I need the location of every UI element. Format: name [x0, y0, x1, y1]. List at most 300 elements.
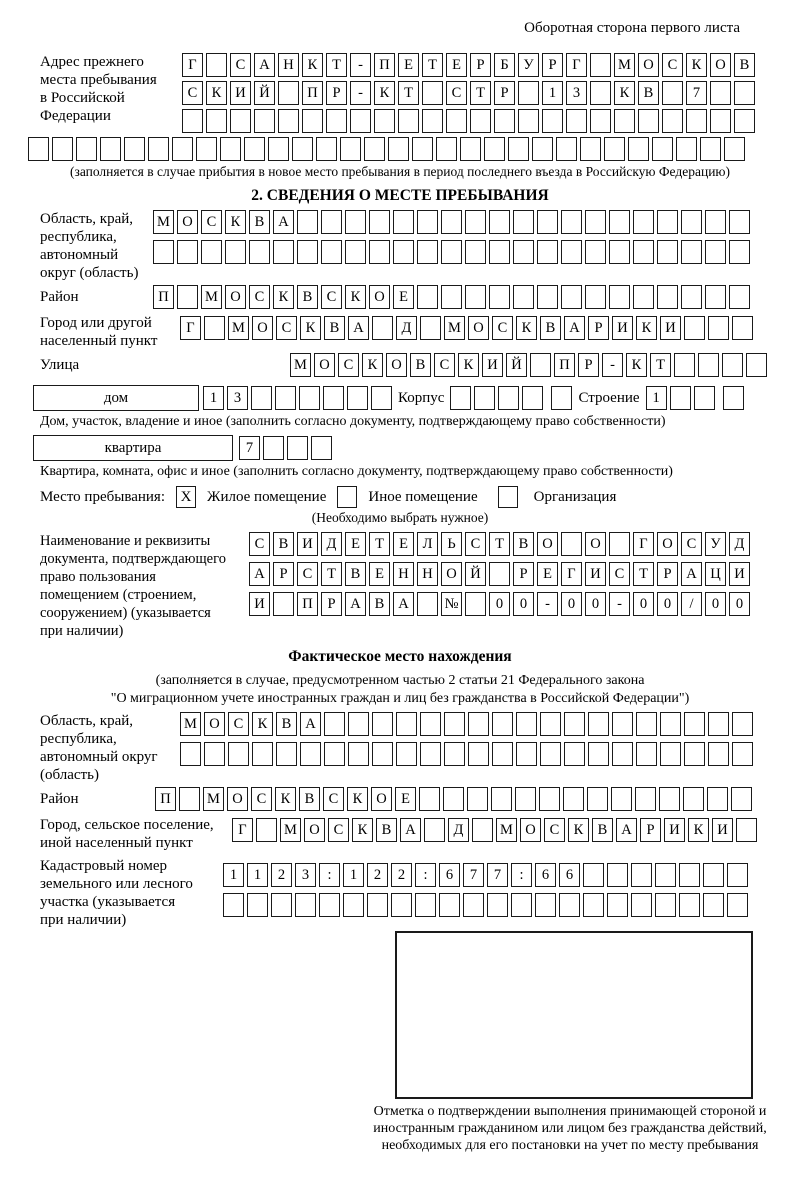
char-cell[interactable] [472, 818, 493, 842]
char-cell[interactable]: К [374, 81, 395, 105]
char-cell[interactable]: О [537, 532, 558, 556]
char-cell[interactable] [652, 137, 673, 161]
char-cell[interactable] [343, 893, 364, 917]
char-cell[interactable]: К [300, 316, 321, 340]
char-cell[interactable] [729, 285, 750, 309]
char-cell[interactable]: С [446, 81, 467, 105]
char-cell[interactable] [251, 386, 272, 410]
char-cell[interactable]: С [328, 818, 349, 842]
char-cell[interactable] [460, 137, 481, 161]
char-cell[interactable] [518, 81, 539, 105]
char-cell[interactable]: С [609, 562, 630, 586]
char-cell[interactable] [491, 787, 512, 811]
char-cell[interactable] [422, 81, 443, 105]
char-cell[interactable]: 0 [729, 592, 750, 616]
char-cell[interactable] [263, 436, 284, 460]
char-cell[interactable]: О [657, 532, 678, 556]
char-cell[interactable]: М [496, 818, 517, 842]
char-cell[interactable] [348, 742, 369, 766]
char-cell[interactable] [417, 240, 438, 264]
char-cell[interactable] [489, 210, 510, 234]
char-cell[interactable] [590, 53, 611, 77]
char-cell[interactable] [587, 787, 608, 811]
char-cell[interactable]: 6 [535, 863, 556, 887]
char-cell[interactable]: В [376, 818, 397, 842]
char-cell[interactable] [364, 137, 385, 161]
char-cell[interactable] [705, 285, 726, 309]
char-cell[interactable] [710, 109, 731, 133]
char-cell[interactable] [153, 240, 174, 264]
char-cell[interactable] [705, 210, 726, 234]
char-cell[interactable]: / [681, 592, 702, 616]
char-cell[interactable]: С [182, 81, 203, 105]
char-cell[interactable] [492, 712, 513, 736]
char-cell[interactable] [196, 137, 217, 161]
char-cell[interactable]: Т [321, 562, 342, 586]
char-cell[interactable] [561, 285, 582, 309]
char-cell[interactable] [206, 53, 227, 77]
char-cell[interactable] [420, 742, 441, 766]
char-cell[interactable]: Г [566, 53, 587, 77]
char-cell[interactable]: Е [398, 53, 419, 77]
char-cell[interactable] [537, 240, 558, 264]
char-cell[interactable] [732, 742, 753, 766]
char-cell[interactable] [516, 742, 537, 766]
char-cell[interactable]: Й [465, 562, 486, 586]
char-cell[interactable] [513, 285, 534, 309]
char-cell[interactable] [684, 712, 705, 736]
char-cell[interactable]: Г [561, 562, 582, 586]
char-cell[interactable] [670, 386, 691, 410]
char-cell[interactable]: О [638, 53, 659, 77]
char-cell[interactable] [588, 712, 609, 736]
char-cell[interactable] [660, 712, 681, 736]
char-cell[interactable]: С [492, 316, 513, 340]
char-cell[interactable]: К [273, 285, 294, 309]
char-cell[interactable] [694, 386, 715, 410]
char-cell[interactable] [674, 353, 695, 377]
char-cell[interactable] [583, 893, 604, 917]
char-cell[interactable] [561, 532, 582, 556]
char-cell[interactable] [636, 742, 657, 766]
char-cell[interactable]: М [180, 712, 201, 736]
char-cell[interactable] [484, 137, 505, 161]
char-cell[interactable] [686, 109, 707, 133]
char-cell[interactable]: Д [396, 316, 417, 340]
char-cell[interactable] [679, 893, 700, 917]
char-cell[interactable] [422, 109, 443, 133]
char-cell[interactable] [436, 137, 457, 161]
char-cell[interactable] [657, 210, 678, 234]
char-cell[interactable]: К [362, 353, 383, 377]
char-cell[interactable] [734, 81, 755, 105]
char-cell[interactable] [465, 240, 486, 264]
char-cell[interactable] [657, 240, 678, 264]
char-cell[interactable]: В [410, 353, 431, 377]
char-cell[interactable]: Р [326, 81, 347, 105]
char-cell[interactable] [225, 240, 246, 264]
char-cell[interactable] [607, 893, 628, 917]
char-cell[interactable]: Л [417, 532, 438, 556]
char-cell[interactable]: К [568, 818, 589, 842]
char-cell[interactable] [487, 893, 508, 917]
char-cell[interactable]: В [369, 592, 390, 616]
char-cell[interactable]: К [636, 316, 657, 340]
char-cell[interactable] [703, 893, 724, 917]
char-cell[interactable] [474, 386, 495, 410]
char-cell[interactable] [684, 742, 705, 766]
char-cell[interactable] [492, 742, 513, 766]
char-cell[interactable] [633, 240, 654, 264]
char-cell[interactable] [489, 562, 510, 586]
char-cell[interactable]: В [273, 532, 294, 556]
char-cell[interactable]: Т [470, 81, 491, 105]
char-cell[interactable]: Е [393, 285, 414, 309]
char-cell[interactable] [655, 863, 676, 887]
char-cell[interactable] [463, 893, 484, 917]
char-cell[interactable] [468, 712, 489, 736]
char-cell[interactable] [708, 712, 729, 736]
char-cell[interactable] [393, 240, 414, 264]
char-cell[interactable] [683, 787, 704, 811]
char-cell[interactable]: О [371, 787, 392, 811]
char-cell[interactable] [561, 210, 582, 234]
char-cell[interactable]: А [300, 712, 321, 736]
char-cell[interactable] [172, 137, 193, 161]
char-cell[interactable]: Т [650, 353, 671, 377]
char-cell[interactable]: С [230, 53, 251, 77]
char-cell[interactable] [302, 109, 323, 133]
char-cell[interactable] [611, 787, 632, 811]
char-cell[interactable] [311, 436, 332, 460]
char-cell[interactable] [588, 742, 609, 766]
char-cell[interactable] [746, 353, 767, 377]
char-cell[interactable] [708, 316, 729, 340]
char-cell[interactable]: Г [232, 818, 253, 842]
char-cell[interactable] [52, 137, 73, 161]
char-cell[interactable] [681, 240, 702, 264]
char-cell[interactable] [561, 240, 582, 264]
char-cell[interactable] [540, 712, 561, 736]
char-cell[interactable]: С [276, 316, 297, 340]
char-cell[interactable] [372, 742, 393, 766]
char-cell[interactable]: К [347, 787, 368, 811]
char-cell[interactable]: О [386, 353, 407, 377]
char-cell[interactable] [124, 137, 145, 161]
char-cell[interactable] [537, 210, 558, 234]
char-cell[interactable] [374, 109, 395, 133]
char-cell[interactable]: О [585, 532, 606, 556]
char-cell[interactable]: Т [369, 532, 390, 556]
char-cell[interactable] [585, 240, 606, 264]
char-cell[interactable]: 2 [367, 863, 388, 887]
char-cell[interactable]: Р [640, 818, 661, 842]
char-cell[interactable]: 3 [295, 863, 316, 887]
char-cell[interactable] [417, 210, 438, 234]
char-cell[interactable]: П [374, 53, 395, 77]
char-cell[interactable] [722, 353, 743, 377]
char-cell[interactable]: Н [278, 53, 299, 77]
char-cell[interactable]: П [302, 81, 323, 105]
char-cell[interactable] [228, 742, 249, 766]
char-cell[interactable]: Е [369, 562, 390, 586]
char-cell[interactable] [256, 818, 277, 842]
char-cell[interactable] [607, 863, 628, 887]
char-cell[interactable]: С [323, 787, 344, 811]
char-cell[interactable] [729, 210, 750, 234]
char-cell[interactable]: - [350, 81, 371, 105]
char-cell[interactable]: 0 [633, 592, 654, 616]
char-cell[interactable]: Й [506, 353, 527, 377]
char-cell[interactable]: 6 [559, 863, 580, 887]
char-cell[interactable] [345, 240, 366, 264]
char-cell[interactable] [424, 818, 445, 842]
char-cell[interactable] [393, 210, 414, 234]
char-cell[interactable] [707, 787, 728, 811]
char-cell[interactable] [590, 81, 611, 105]
char-cell[interactable]: - [537, 592, 558, 616]
char-cell[interactable]: О [441, 562, 462, 586]
char-cell[interactable]: П [153, 285, 174, 309]
char-cell[interactable]: К [614, 81, 635, 105]
char-cell[interactable] [679, 863, 700, 887]
char-cell[interactable]: О [227, 787, 248, 811]
char-cell[interactable] [324, 712, 345, 736]
char-cell[interactable] [635, 787, 656, 811]
char-cell[interactable]: 0 [585, 592, 606, 616]
char-cell[interactable] [638, 109, 659, 133]
char-cell[interactable] [179, 787, 200, 811]
char-cell[interactable]: И [230, 81, 251, 105]
char-cell[interactable]: О [520, 818, 541, 842]
char-cell[interactable]: Т [489, 532, 510, 556]
char-cell[interactable] [731, 787, 752, 811]
char-cell[interactable] [516, 712, 537, 736]
char-cell[interactable] [398, 109, 419, 133]
char-cell[interactable] [297, 240, 318, 264]
char-cell[interactable]: М [444, 316, 465, 340]
char-cell[interactable]: И [482, 353, 503, 377]
char-cell[interactable]: К [252, 712, 273, 736]
char-cell[interactable] [559, 893, 580, 917]
char-cell[interactable] [420, 316, 441, 340]
char-cell[interactable]: О [177, 210, 198, 234]
char-cell[interactable] [273, 240, 294, 264]
char-cell[interactable]: М [153, 210, 174, 234]
char-cell[interactable]: О [314, 353, 335, 377]
char-cell[interactable]: Р [657, 562, 678, 586]
char-cell[interactable] [371, 386, 392, 410]
char-cell[interactable] [388, 137, 409, 161]
char-cell[interactable] [276, 742, 297, 766]
char-cell[interactable]: 0 [657, 592, 678, 616]
char-cell[interactable]: С [681, 532, 702, 556]
char-cell[interactable]: Д [448, 818, 469, 842]
char-cell[interactable]: 7 [487, 863, 508, 887]
char-cell[interactable] [564, 742, 585, 766]
char-cell[interactable]: А [393, 592, 414, 616]
char-cell[interactable] [489, 285, 510, 309]
char-cell[interactable] [204, 742, 225, 766]
char-cell[interactable] [148, 137, 169, 161]
char-cell[interactable]: К [225, 210, 246, 234]
char-cell[interactable]: Н [417, 562, 438, 586]
char-cell[interactable] [700, 137, 721, 161]
char-cell[interactable] [710, 81, 731, 105]
char-cell[interactable]: И [249, 592, 270, 616]
char-cell[interactable]: М [290, 353, 311, 377]
char-cell[interactable]: С [321, 285, 342, 309]
char-cell[interactable] [278, 109, 299, 133]
char-cell[interactable]: Р [542, 53, 563, 77]
char-cell[interactable] [415, 893, 436, 917]
char-cell[interactable] [76, 137, 97, 161]
char-cell[interactable]: К [352, 818, 373, 842]
char-cell[interactable]: 1 [247, 863, 268, 887]
char-cell[interactable] [537, 285, 558, 309]
char-cell[interactable]: Г [182, 53, 203, 77]
char-cell[interactable]: О [304, 818, 325, 842]
char-cell[interactable]: М [203, 787, 224, 811]
char-cell[interactable] [681, 210, 702, 234]
char-cell[interactable]: В [297, 285, 318, 309]
char-cell[interactable] [660, 742, 681, 766]
char-cell[interactable] [676, 137, 697, 161]
char-cell[interactable]: Р [273, 562, 294, 586]
char-cell[interactable] [681, 285, 702, 309]
char-cell[interactable]: В [299, 787, 320, 811]
char-cell[interactable]: Ь [441, 532, 462, 556]
char-cell[interactable] [511, 893, 532, 917]
char-cell[interactable] [367, 893, 388, 917]
char-cell[interactable] [297, 210, 318, 234]
char-cell[interactable] [727, 893, 748, 917]
char-cell[interactable] [604, 137, 625, 161]
char-cell[interactable] [583, 863, 604, 887]
char-cell[interactable] [494, 109, 515, 133]
char-cell[interactable]: К [686, 53, 707, 77]
char-cell[interactable] [705, 240, 726, 264]
char-cell[interactable]: 1 [542, 81, 563, 105]
char-cell[interactable] [295, 893, 316, 917]
char-cell[interactable]: В [734, 53, 755, 77]
char-cell[interactable]: В [638, 81, 659, 105]
char-cell[interactable]: 1 [223, 863, 244, 887]
char-cell[interactable] [580, 137, 601, 161]
char-cell[interactable]: И [660, 316, 681, 340]
checkbox-other-premises[interactable] [337, 486, 357, 508]
char-cell[interactable] [556, 137, 577, 161]
char-cell[interactable] [100, 137, 121, 161]
char-cell[interactable]: П [155, 787, 176, 811]
char-cell[interactable] [249, 240, 270, 264]
char-cell[interactable] [321, 240, 342, 264]
char-cell[interactable] [254, 109, 275, 133]
char-cell[interactable] [292, 137, 313, 161]
char-cell[interactable] [348, 712, 369, 736]
char-cell[interactable] [287, 436, 308, 460]
char-cell[interactable]: 2 [391, 863, 412, 887]
char-cell[interactable]: А [564, 316, 585, 340]
char-cell[interactable]: 7 [463, 863, 484, 887]
char-cell[interactable] [585, 210, 606, 234]
char-cell[interactable]: А [348, 316, 369, 340]
char-cell[interactable] [467, 787, 488, 811]
char-cell[interactable]: К [345, 285, 366, 309]
char-cell[interactable] [732, 712, 753, 736]
char-cell[interactable]: № [441, 592, 462, 616]
char-cell[interactable]: В [513, 532, 534, 556]
char-cell[interactable]: П [554, 353, 575, 377]
char-cell[interactable] [252, 742, 273, 766]
char-cell[interactable] [566, 109, 587, 133]
char-cell[interactable]: К [302, 53, 323, 77]
char-cell[interactable] [324, 742, 345, 766]
char-cell[interactable]: Д [321, 532, 342, 556]
char-cell[interactable] [590, 109, 611, 133]
char-cell[interactable] [369, 240, 390, 264]
char-cell[interactable] [340, 137, 361, 161]
char-cell[interactable] [508, 137, 529, 161]
char-cell[interactable] [662, 81, 683, 105]
char-cell[interactable] [369, 210, 390, 234]
char-cell[interactable]: Р [513, 562, 534, 586]
char-cell[interactable] [345, 210, 366, 234]
char-cell[interactable]: Ц [705, 562, 726, 586]
char-cell[interactable]: Б [494, 53, 515, 77]
char-cell[interactable]: С [338, 353, 359, 377]
char-cell[interactable] [465, 285, 486, 309]
char-cell[interactable]: Г [180, 316, 201, 340]
char-cell[interactable]: 0 [513, 592, 534, 616]
char-cell[interactable] [535, 893, 556, 917]
char-cell[interactable] [412, 137, 433, 161]
char-cell[interactable]: Н [393, 562, 414, 586]
char-cell[interactable] [522, 386, 543, 410]
char-cell[interactable] [347, 386, 368, 410]
char-cell[interactable]: А [254, 53, 275, 77]
char-cell[interactable]: И [664, 818, 685, 842]
char-cell[interactable]: Р [321, 592, 342, 616]
char-cell[interactable]: В [276, 712, 297, 736]
char-cell[interactable]: К [688, 818, 709, 842]
char-cell[interactable]: Р [578, 353, 599, 377]
char-cell[interactable] [723, 386, 744, 410]
char-cell[interactable]: И [729, 562, 750, 586]
char-cell[interactable] [417, 285, 438, 309]
char-cell[interactable]: А [345, 592, 366, 616]
char-cell[interactable] [180, 742, 201, 766]
char-cell[interactable]: 1 [646, 386, 667, 410]
char-cell[interactable] [518, 109, 539, 133]
char-cell[interactable] [444, 742, 465, 766]
char-cell[interactable] [513, 210, 534, 234]
char-cell[interactable]: О [468, 316, 489, 340]
char-cell[interactable]: К [206, 81, 227, 105]
char-cell[interactable] [323, 386, 344, 410]
char-cell[interactable]: К [275, 787, 296, 811]
char-cell[interactable] [631, 863, 652, 887]
char-cell[interactable]: 3 [227, 386, 248, 410]
char-cell[interactable]: 2 [271, 863, 292, 887]
char-cell[interactable] [278, 81, 299, 105]
char-cell[interactable] [633, 285, 654, 309]
char-cell[interactable]: Т [398, 81, 419, 105]
char-cell[interactable] [609, 210, 630, 234]
char-cell[interactable] [321, 210, 342, 234]
char-cell[interactable] [28, 137, 49, 161]
char-cell[interactable] [299, 386, 320, 410]
